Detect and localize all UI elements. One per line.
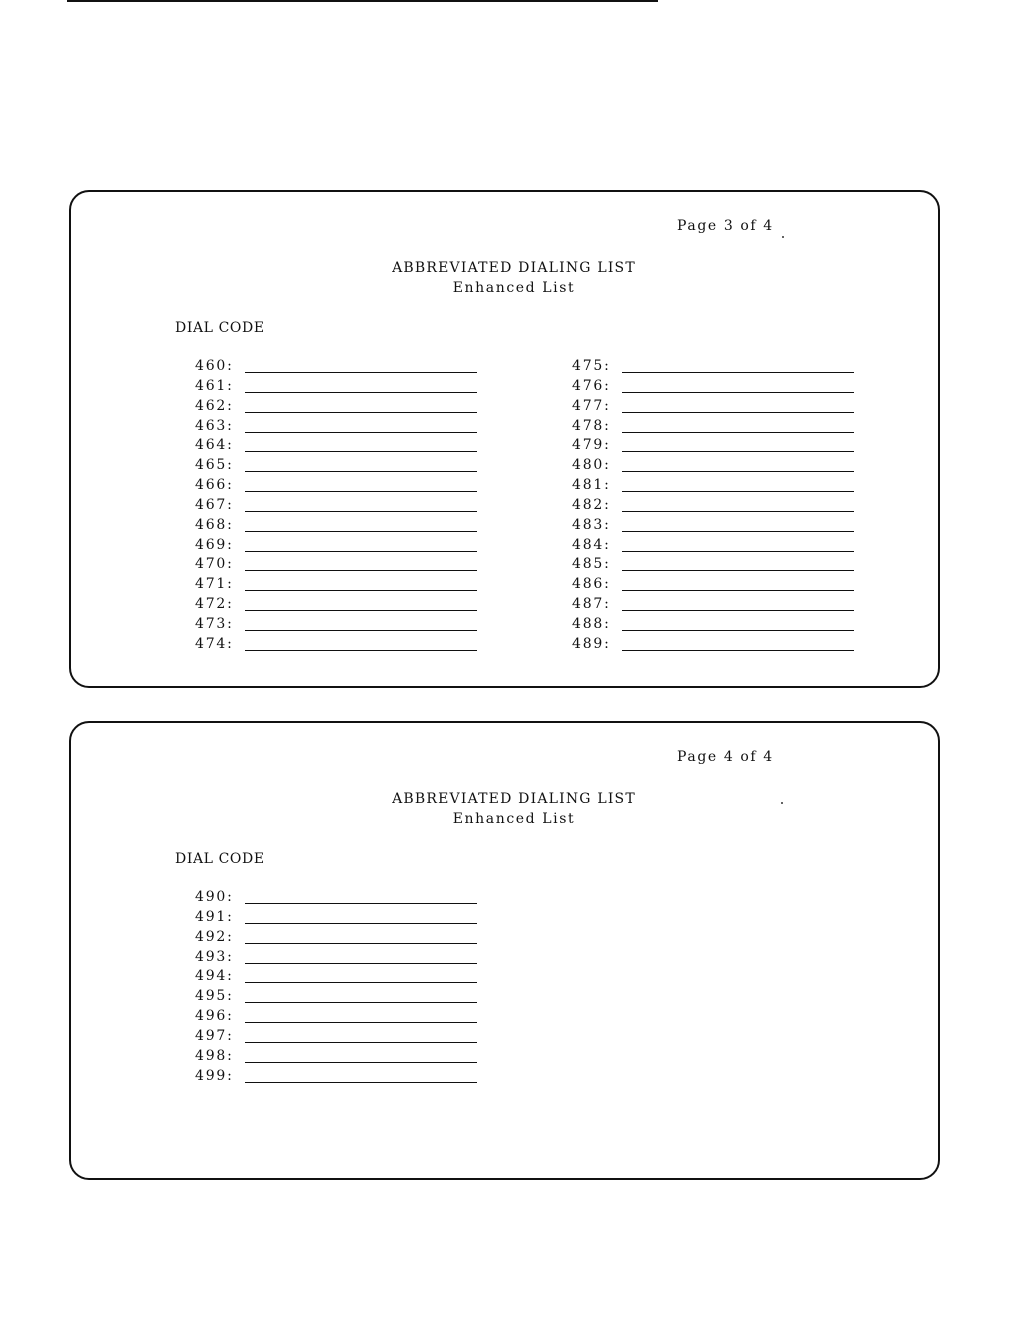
entry-write-line[interactable] — [622, 630, 854, 631]
dial-code-heading: DIAL CODE — [175, 320, 265, 336]
dial-code-entry — [185, 887, 475, 907]
entry-write-line[interactable] — [245, 610, 477, 611]
dial-code-number: 478: — [572, 417, 611, 434]
dial-code-number: 470: — [195, 556, 234, 573]
entry-write-line[interactable] — [245, 630, 477, 631]
dial-code-number: 465: — [195, 457, 234, 474]
dial-code-entry — [185, 376, 475, 396]
dial-code-entry — [185, 947, 475, 967]
dial-code-number: 491: — [195, 908, 234, 925]
entry-write-line[interactable] — [245, 392, 477, 393]
dial-code-number: 490: — [195, 889, 234, 905]
dial-code-number: 479: — [572, 437, 611, 454]
dial-code-number: 467: — [195, 496, 234, 513]
dial-code-entry — [562, 554, 852, 574]
list-title: ABBREVIATED DIALING LIST — [392, 791, 636, 807]
entry-write-line[interactable] — [245, 570, 477, 571]
dial-code-number: 494: — [195, 968, 234, 985]
dial-code-entry — [562, 495, 852, 515]
dial-code-entry — [562, 535, 852, 555]
entry-write-line[interactable] — [245, 650, 477, 651]
dial-code-entry — [185, 515, 475, 535]
dial-code-number: 483: — [572, 516, 611, 533]
dial-code-number: 476: — [572, 377, 611, 394]
dial-code-entry — [185, 1066, 475, 1086]
dial-code-number: 474: — [195, 635, 234, 652]
dial-code-entry — [185, 966, 475, 986]
dial-code-number: 471: — [195, 576, 234, 593]
entry-write-line[interactable] — [622, 491, 854, 492]
dialing-list-page-4 — [69, 721, 940, 1180]
dial-code-entry — [185, 435, 475, 455]
dial-code-entry — [185, 455, 475, 475]
dial-code-number: 475: — [572, 358, 611, 374]
entry-write-line[interactable] — [622, 471, 854, 472]
list-subtitle: Enhanced List — [452, 280, 576, 296]
dial-code-column-left — [185, 887, 475, 1085]
dial-code-entry — [562, 614, 852, 634]
entry-write-line[interactable] — [245, 982, 477, 983]
list-subtitle: Enhanced List — [452, 811, 576, 827]
entry-write-line[interactable] — [245, 551, 477, 552]
dial-code-number: 496: — [195, 1008, 234, 1025]
page-number: Page 4 of 4 — [677, 749, 774, 765]
dial-code-number: 481: — [572, 477, 611, 494]
entry-write-line[interactable] — [245, 923, 477, 924]
entry-write-line[interactable] — [622, 650, 854, 651]
list-title: ABBREVIATED DIALING LIST — [392, 260, 636, 276]
dial-code-number: 466: — [195, 477, 234, 494]
entry-write-line[interactable] — [622, 412, 854, 413]
dial-code-number: 482: — [572, 496, 611, 513]
dial-code-entry — [185, 634, 475, 654]
dial-code-number: 464: — [195, 437, 234, 454]
dial-code-number: 499: — [195, 1067, 234, 1084]
entry-write-line[interactable] — [245, 511, 477, 512]
dial-code-entry — [185, 396, 475, 416]
dial-code-entry — [562, 455, 852, 475]
dial-code-entry — [562, 574, 852, 594]
entry-write-line[interactable] — [622, 451, 854, 452]
dial-code-number: 486: — [572, 576, 611, 593]
dial-code-entry — [185, 927, 475, 947]
dial-code-number: 468: — [195, 516, 234, 533]
dial-code-number: 469: — [195, 536, 234, 553]
entry-write-line[interactable] — [622, 392, 854, 393]
dial-code-entry — [185, 614, 475, 634]
dial-code-number: 493: — [195, 948, 234, 965]
dial-code-entry — [562, 475, 852, 495]
dial-code-number: 460: — [195, 358, 234, 374]
dialing-list-page-3 — [69, 190, 940, 688]
entry-write-line[interactable] — [245, 903, 477, 904]
dial-code-entry — [185, 416, 475, 436]
dial-code-entry — [562, 396, 852, 416]
entry-write-line[interactable] — [245, 943, 477, 944]
entry-write-line[interactable] — [245, 491, 477, 492]
dial-code-entry — [562, 356, 852, 376]
dial-code-entry — [185, 495, 475, 515]
dial-code-number: 472: — [195, 596, 234, 613]
dial-code-entry — [562, 634, 852, 654]
dial-code-number: 487: — [572, 596, 611, 613]
entry-write-line[interactable] — [245, 1082, 477, 1083]
dial-code-entry — [562, 435, 852, 455]
entry-write-line[interactable] — [245, 963, 477, 964]
scan-speck — [782, 236, 784, 238]
entry-write-line[interactable] — [245, 1042, 477, 1043]
entry-write-line[interactable] — [245, 590, 477, 591]
entry-write-line[interactable] — [622, 432, 854, 433]
entry-write-line[interactable] — [245, 432, 477, 433]
dial-code-entry — [185, 1006, 475, 1026]
dial-code-heading: DIAL CODE — [175, 851, 265, 867]
dial-code-number: 498: — [195, 1047, 234, 1064]
dial-code-entry — [562, 376, 852, 396]
dial-code-number: 489: — [572, 635, 611, 652]
entry-write-line[interactable] — [245, 1022, 477, 1023]
dial-code-number: 462: — [195, 397, 234, 414]
dial-code-number: 477: — [572, 397, 611, 414]
dial-code-number: 484: — [572, 536, 611, 553]
entry-write-line[interactable] — [245, 372, 477, 373]
page-number: Page 3 of 4 — [677, 218, 774, 234]
entry-write-line[interactable] — [622, 531, 854, 532]
dial-code-entry — [185, 1026, 475, 1046]
dial-code-entry — [562, 515, 852, 535]
entry-write-line[interactable] — [622, 590, 854, 591]
dial-code-number: 488: — [572, 615, 611, 632]
dial-code-entry — [185, 475, 475, 495]
dial-code-number: 473: — [195, 615, 234, 632]
dial-code-entry — [185, 574, 475, 594]
dial-code-entry — [185, 554, 475, 574]
dial-code-number: 461: — [195, 377, 234, 394]
dial-code-column-left — [185, 356, 475, 654]
dial-code-entry — [185, 356, 475, 376]
dial-code-entry — [185, 594, 475, 614]
dial-code-number: 492: — [195, 928, 234, 945]
entry-write-line[interactable] — [245, 471, 477, 472]
dial-code-entry — [185, 1046, 475, 1066]
top-rule — [67, 0, 658, 2]
dial-code-number: 463: — [195, 417, 234, 434]
dial-code-number: 480: — [572, 457, 611, 474]
dial-code-entry — [185, 907, 475, 927]
dial-code-entry — [562, 416, 852, 436]
entry-write-line[interactable] — [245, 1062, 477, 1063]
entry-write-line[interactable] — [622, 372, 854, 373]
dial-code-entry — [185, 535, 475, 555]
entry-write-line[interactable] — [245, 1002, 477, 1003]
entry-write-line[interactable] — [622, 610, 854, 611]
entry-write-line[interactable] — [622, 551, 854, 552]
scan-speck — [781, 802, 783, 804]
dial-code-column-right — [562, 356, 852, 654]
entry-write-line[interactable] — [245, 412, 477, 413]
dial-code-number: 497: — [195, 1027, 234, 1044]
entry-write-line[interactable] — [245, 531, 477, 532]
entry-write-line[interactable] — [622, 570, 854, 571]
dial-code-entry — [185, 986, 475, 1006]
entry-write-line[interactable] — [622, 511, 854, 512]
dial-code-number: 485: — [572, 556, 611, 573]
entry-write-line[interactable] — [245, 451, 477, 452]
dial-code-entry — [562, 594, 852, 614]
dial-code-number: 495: — [195, 988, 234, 1005]
